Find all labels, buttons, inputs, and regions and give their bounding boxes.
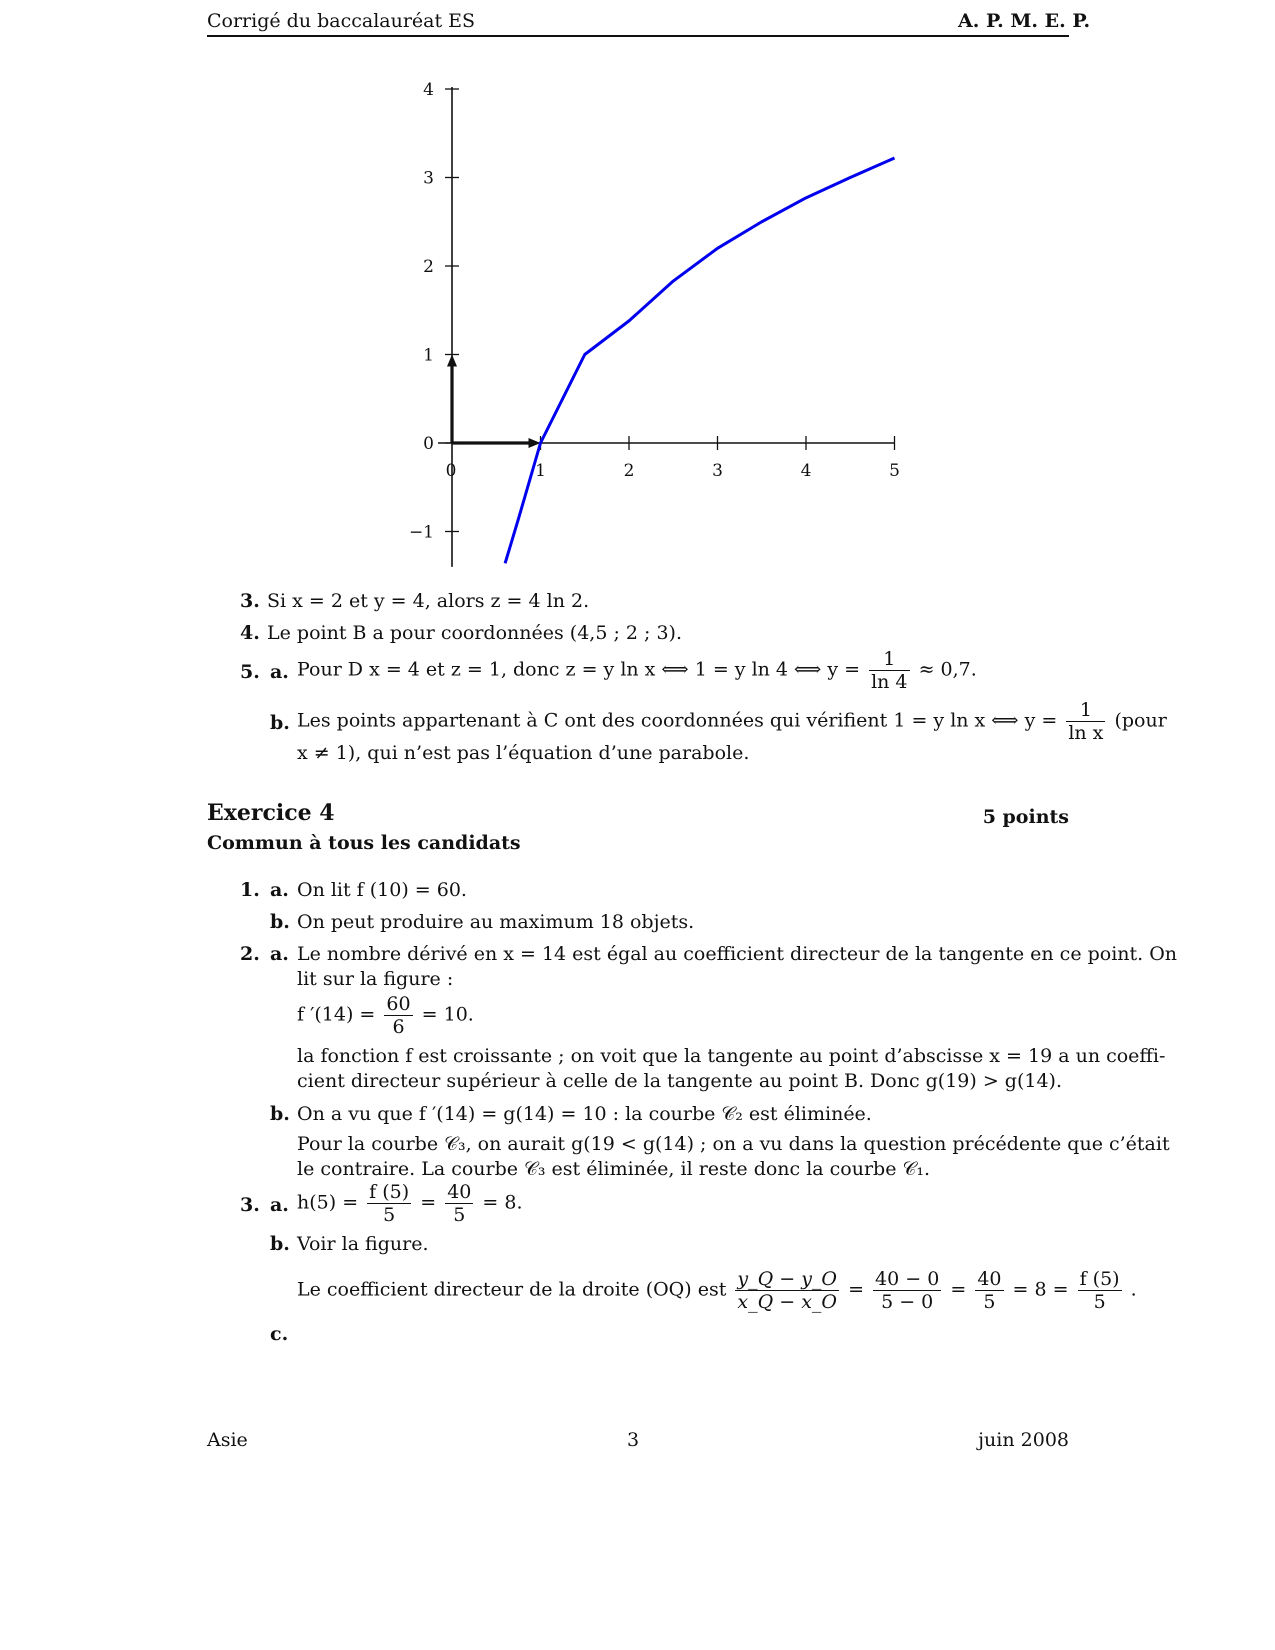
q1b-text: On peut produire au maximum 18 objets.: [297, 911, 695, 933]
q3a-frac2-num: 40: [447, 1181, 472, 1203]
q3a-fraction-2: [445, 1181, 473, 1226]
q2-number: 2.: [240, 943, 260, 965]
item-5b-label: b.: [270, 712, 290, 734]
q3b-frac2-den: 5 − 0: [881, 1291, 934, 1313]
q3c-label: c.: [270, 1323, 289, 1345]
q3b-frac3-num: 40: [977, 1268, 1002, 1290]
q2a-f-pre: f ′(14) =: [297, 1003, 376, 1026]
footer-right: juin 2008: [978, 1429, 1069, 1451]
q3b-eq3: = 8 =: [1012, 1278, 1069, 1301]
q3b-text: Voir la figure.: [297, 1233, 429, 1255]
function-graph: [0, 0, 1275, 580]
q3a-eq: =: [420, 1191, 437, 1214]
item-5a-frac-den: ln 4: [871, 671, 908, 693]
unit-vector-j-arrow: [447, 355, 457, 367]
item-5b-line1: [297, 699, 1167, 744]
item-5-number: 5.: [240, 661, 260, 683]
item-5a-pre: Pour D x = 4 et z = 1, donc z = y ln x ⟺ 1 = y ln 4 ⟺ y =: [297, 658, 861, 681]
q3a-formula: [297, 1181, 523, 1226]
q3a-frac1-den: 5: [383, 1204, 396, 1226]
item-5a-label: a.: [270, 661, 289, 683]
y-tick-label-4: 4: [423, 80, 434, 100]
x-tick-label-4: 4: [800, 461, 812, 481]
q2a-line2: lit sur la figure :: [297, 968, 454, 990]
x-tick-label-0: 0: [445, 461, 457, 481]
q1-number: 1.: [240, 879, 260, 901]
q2a-line1: Le nombre dérivé en x = 14 est égal au coefficient directeur de la tangente en ce point. On: [297, 943, 1178, 965]
y-tick-label-0: 0: [423, 434, 434, 454]
q3b-pre: Le coefficient directeur de la droite (OQ) est: [297, 1278, 727, 1301]
item-5b-fraction: [1066, 699, 1105, 744]
q3b-end: .: [1130, 1278, 1137, 1301]
q2a-frac-num: 60: [386, 993, 411, 1015]
y-tick-label-3: 3: [423, 168, 434, 189]
q3a-frac2-den: 5: [453, 1204, 466, 1226]
item-5b-post: (pour: [1114, 709, 1167, 732]
q3b-frac3-den: 5: [983, 1291, 996, 1313]
q3b-frac2-num: 40 − 0: [875, 1268, 940, 1290]
q1b-label: b.: [270, 911, 290, 933]
q2b-line1: On a vu que f ′(14) = g(14) = 10 : la courbe 𝒞₂ est éliminée.: [297, 1103, 872, 1125]
q2a-line4: cient directeur supérieur à celle de la tangente au point B. Donc g(19) > g(14).: [297, 1070, 1063, 1092]
q3b-frac4-den: 5: [1093, 1291, 1106, 1313]
item-5b-frac-num: 1: [1066, 699, 1105, 722]
header-right: A. P. M. E. P.: [958, 10, 1091, 32]
q3b-coefficient: [297, 1268, 1137, 1313]
item-5a-fraction: [869, 648, 909, 693]
q2a-label: a.: [270, 943, 289, 965]
series-curve-0: [505, 158, 894, 563]
q3a-pre: h(5) =: [297, 1191, 359, 1214]
q3b-fraction-4: [1078, 1268, 1122, 1313]
item-5b-line2: x ≠ 1), qui n’est pas l’équation d’une parabole.: [297, 742, 750, 764]
x-tick-label-5: 5: [889, 461, 900, 481]
q3b-fraction-1: [735, 1268, 839, 1313]
x-tick-label-2: 2: [623, 461, 635, 481]
q2b-label: b.: [270, 1103, 290, 1125]
q2a-frac-den: 6: [392, 1016, 405, 1038]
q3a-post: = 8.: [482, 1191, 523, 1214]
x-tick-label-1: 1: [535, 461, 546, 481]
q2a-derivative: [297, 993, 474, 1038]
q2a-fraction: [384, 993, 412, 1038]
q3b-frac1-num: y_Q − y_O: [737, 1268, 838, 1290]
item-5a-post: ≈ 0,7.: [918, 658, 977, 681]
header-left: Corrigé du baccalauréat ES: [207, 10, 476, 32]
q3b-label: b.: [270, 1233, 290, 1255]
q3b-fraction-2: [873, 1268, 941, 1313]
q2b-line2: Pour la courbe 𝒞₃, on aurait g(19 < g(14) ; on a vu dans la question précédente que c’était: [297, 1133, 1170, 1155]
q3a-fraction-1: [367, 1181, 411, 1226]
q3b-eq1: =: [848, 1278, 864, 1301]
q2a-line3: la fonction f est croissante ; on voit que la tangente au point d’abscisse x = 19 a un coeffi-: [297, 1045, 1166, 1067]
q3b-frac4-num: f (5): [1079, 1268, 1120, 1290]
item-3-text: Si x = 2 et y = 4, alors z = 4 ln 2.: [267, 590, 590, 612]
q2a-f-post: = 10.: [421, 1003, 474, 1026]
exercise-title: Exercice 4: [207, 800, 335, 826]
y-tick-label-2: 2: [423, 257, 434, 277]
q3b-frac1-den: x_Q − x_O: [737, 1291, 837, 1313]
item-4-text: Le point B a pour coordonnées (4,5 ; 2 ; 3).: [267, 622, 682, 644]
q3b-fraction-3: [975, 1268, 1003, 1313]
q1a-text: On lit f (10) = 60.: [297, 879, 467, 901]
y-tick-label-1: 1: [423, 345, 434, 366]
item-5a-frac-num: 1: [869, 648, 909, 671]
q3b-eq2: =: [950, 1278, 967, 1301]
q1a-label: a.: [270, 879, 289, 901]
q3a-label: a.: [270, 1194, 289, 1216]
y-tick-label--1: −1: [408, 522, 434, 543]
q3-number: 3.: [240, 1194, 260, 1216]
item-4-number: 4.: [240, 622, 260, 644]
exercise-subtitle: Commun à tous les candidats: [207, 832, 521, 854]
footer-left: Asie: [207, 1429, 248, 1451]
q3a-frac1-num: f (5): [369, 1181, 410, 1203]
exercise-points: 5 points: [982, 806, 1069, 828]
x-tick-label-3: 3: [712, 461, 723, 481]
item-3-number: 3.: [240, 590, 260, 612]
footer-page-number: 3: [627, 1429, 640, 1451]
item-5b-frac-den: ln x: [1068, 722, 1104, 744]
item-5a-line: [297, 648, 977, 693]
q2b-line3: le contraire. La courbe 𝒞₃ est éliminée, il reste donc la courbe 𝒞₁.: [297, 1158, 931, 1180]
item-5b-pre: Les points appartenant à C ont des coordonnées qui vérifient 1 = y ln x ⟺ y =: [297, 709, 1058, 732]
